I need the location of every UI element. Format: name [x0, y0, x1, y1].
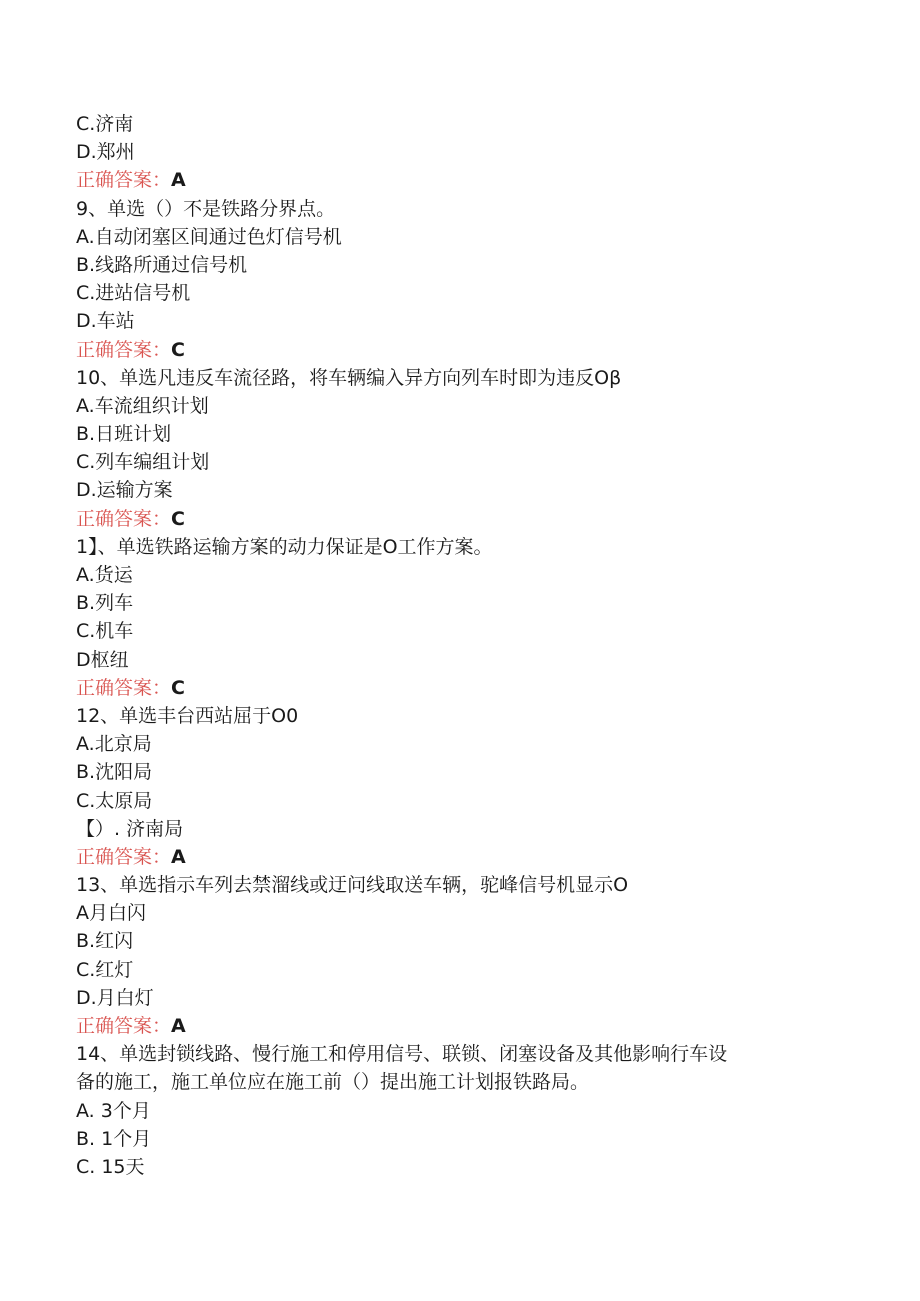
option-text: C. 15天 — [76, 1155, 145, 1178]
question-text: 13、单选指示车列去禁溜线或迂问线取送车辆，驼峰信号机显示O — [76, 874, 629, 897]
option-text: C.济南 — [76, 113, 134, 135]
question-text: 9、单选（）不是铁路分界点。 — [76, 197, 336, 220]
option-text: B.红闪 — [76, 930, 134, 953]
option-text: A月白闪 — [76, 902, 146, 925]
answer-label: 正确答案： — [76, 169, 172, 192]
option-text: C.进站信号机 — [76, 282, 191, 305]
question-text: 备的施工，施工单位应在施工前（）提出施工计划报铁路局。 — [76, 1071, 590, 1094]
option-text: D枢纽 — [76, 648, 129, 671]
option-text: B. 1个月 — [76, 1127, 152, 1150]
answer-line — [76, 843, 856, 871]
answer-value: C — [171, 507, 185, 530]
option-text: B.日班计划 — [76, 423, 172, 446]
question-text: 14、单选封锁线路、慢行施工和停用信号、联锁、闭塞设备及其他影响行车设 — [76, 1043, 728, 1066]
option-text: A.车流组织计划 — [76, 394, 209, 417]
option-text: A.北京局 — [76, 733, 152, 756]
question-text: 12、单选丰台西站屈于O0 — [76, 704, 299, 727]
question-text: 1】、单选铁路运输方案的动力保证是O工作方案。 — [76, 535, 493, 558]
option-text: A.自动闭塞区间通过色灯信号机 — [76, 225, 342, 248]
answer-label: 正确答案： — [76, 845, 172, 868]
answer-value: A — [171, 1015, 186, 1037]
document-body — [76, 110, 856, 1181]
option-text: B.沈阳局 — [76, 761, 153, 784]
answer-label: 正确答案： — [76, 676, 172, 699]
option-text: A.货运 — [76, 564, 133, 586]
answer-line — [76, 336, 856, 364]
question-text: 10、单选凡违反车流径路，将车辆编入异方向列车时即为违反Oβ — [76, 366, 622, 389]
answer-label: 正确答案： — [76, 338, 172, 361]
option-text: D.郑州 — [76, 141, 135, 164]
answer-label: 正确答案： — [76, 507, 172, 530]
answer-value: C — [171, 338, 185, 361]
answer-label: 正确答案： — [76, 1015, 172, 1037]
option-text: D.车站 — [76, 310, 135, 333]
answer-line — [76, 674, 856, 702]
option-text: C.红灯 — [76, 958, 134, 981]
option-text: C.太原局 — [76, 789, 153, 812]
option-text: B.列车 — [76, 592, 134, 615]
answer-line — [76, 505, 856, 533]
answer-value: A — [171, 169, 186, 192]
option-text: C.机车 — [76, 620, 134, 643]
option-text: 【）. 济南局 — [76, 817, 184, 840]
option-text: A. 3个月 — [76, 1099, 151, 1122]
option-text: D.月白灯 — [76, 986, 154, 1009]
option-text: B.线路所通过信号机 — [76, 253, 248, 276]
answer-value: C — [171, 676, 185, 699]
option-text: C.列车编组计划 — [76, 451, 210, 474]
option-text: D.运输方案 — [76, 479, 173, 502]
answer-value: A — [171, 845, 186, 868]
answer-line — [76, 166, 856, 194]
answer-line — [76, 1012, 856, 1040]
